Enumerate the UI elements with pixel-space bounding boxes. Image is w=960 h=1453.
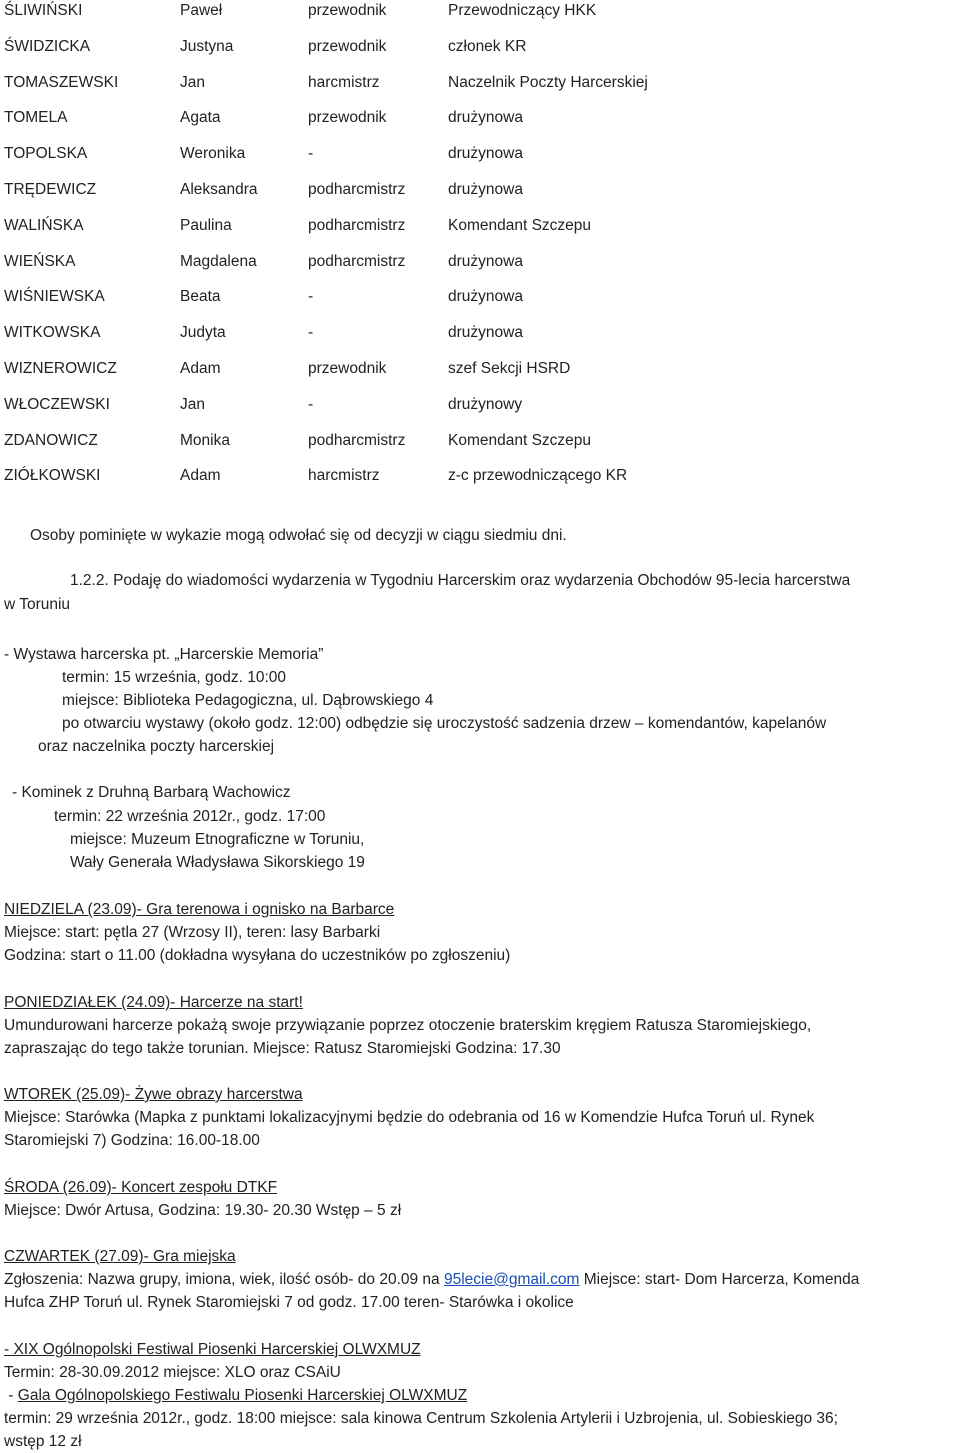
czwartek-line2: Hufca ZHP Toruń ul. Rynek Staromiejski 7 od godz. 17.00 teren- Starówka i okolice <box>4 1294 574 1311</box>
appeal-note: Osoby pominięte w wykazie mogą odwołać się od decyzji w ciągu siedmiu dni. <box>30 527 567 544</box>
roster-rank: przewodnik <box>308 37 387 55</box>
roster-function: Przewodniczący HKK <box>448 2 597 19</box>
sroda-line1: Miejsce: Dwór Artusa, Godzina: 19.30- 20.30 Wstęp – 5 zł <box>4 1202 402 1219</box>
roster-row <box>4 36 954 60</box>
roster-function: drużynowa <box>448 109 523 127</box>
niedziela-heading: NIEDZIELA (23.09)- Gra terenowa i ognisko na Barbarce <box>4 901 395 918</box>
wystawa-ceremony: po otwarciu wystawy (około godz. 12:00) odbędzie się uroczystość sadzenia drzew – komendantów, kapelanów <box>62 715 827 732</box>
roster-row <box>4 72 954 96</box>
roster-function: drużynowa <box>448 324 523 342</box>
roster-first-name: Monika <box>180 431 230 449</box>
roster-function: członek KR <box>448 37 527 55</box>
roster-rank: - <box>308 288 314 306</box>
roster-row <box>4 107 954 131</box>
roster-function: Naczelnik Poczty Harcerskiej <box>448 73 648 91</box>
roster-surname: WIZNEROWICZ <box>4 360 117 377</box>
roster-surname: TOPOLSKA <box>4 145 88 163</box>
roster-function: drużynowa <box>448 181 523 198</box>
czwartek-line1 <box>4 1269 859 1291</box>
roster-surname: TRĘDEWICZ <box>4 181 97 198</box>
roster-function: drużynowa <box>448 252 523 270</box>
roster-first-name: Agata <box>180 109 221 127</box>
roster-surname: WIEŃSKA <box>4 252 76 270</box>
roster-first-name: Jan <box>180 395 205 413</box>
wystawa-miejsce: miejsce: Biblioteka Pedagogiczna, ul. Dąbrowskiego 4 <box>62 692 434 709</box>
roster-surname: WŁOCZEWSKI <box>4 395 110 413</box>
event-kominek: - Kominek z Druhną Barbarą Wachowicz <box>12 784 291 801</box>
roster-rank: harcmistrz <box>308 467 380 485</box>
roster-surname: ŚWIDZICKA <box>4 37 91 55</box>
roster-row <box>4 465 954 489</box>
event-wystawa: - Wystawa harcerska pt. „Harcerskie Memoria” <box>4 646 324 663</box>
roster-first-name: Magdalena <box>180 252 257 270</box>
roster-rank: przewodnik <box>308 2 387 19</box>
roster-row <box>4 322 954 346</box>
roster-function: drużynowa <box>448 288 523 306</box>
kominek-termin: termin: 22 września 2012r., godz. 17:00 <box>54 808 326 825</box>
roster-row <box>4 358 954 382</box>
roster-first-name: Beata <box>180 288 221 306</box>
roster-rank: podharcmistrz <box>308 431 406 449</box>
festiwal-line1: Termin: 28-30.09.2012 miejsce: XLO oraz CSAiU <box>4 1364 341 1381</box>
roster-first-name: Aleksandra <box>180 181 258 198</box>
czwartek-heading: CZWARTEK (27.09)- Gra miejska <box>4 1248 236 1265</box>
roster-surname: ŚLIWIŃSKI <box>4 2 83 19</box>
wtorek-line2: Staromiejski 7) Godzina: 16.00-18.00 <box>4 1132 260 1149</box>
gala-title: Gala Ogólnopolskiego Festiwalu Piosenki Harcerskiej OLWXMUZ <box>17 1387 468 1404</box>
roster-first-name: Adam <box>180 360 221 377</box>
roster-first-name: Justyna <box>180 37 234 55</box>
roster-surname: TOMELA <box>4 109 68 127</box>
niedziela-miejsce: Miejsce: start: pętla 27 (Wrzosy II), teren: lasy Barbarki <box>4 924 381 941</box>
roster-surname: WITKOWSKA <box>4 324 101 342</box>
roster-rank: przewodnik <box>308 109 387 127</box>
roster-function: z-c przewodniczącego KR <box>448 467 628 485</box>
roster-function: drużynowy <box>448 395 523 413</box>
roster-rank: podharcmistrz <box>308 216 406 234</box>
roster-surname: WALIŃSKA <box>4 216 84 234</box>
festiwal-heading: - XIX Ogólnopolski Festiwal Piosenki Harcerskiej OLWXMUZ <box>4 1341 421 1358</box>
poniedzialek-heading: PONIEDZIAŁEK (24.09)- Harcerze na start! <box>4 994 303 1011</box>
roster-first-name: Adam <box>180 467 221 485</box>
roster-row <box>4 143 954 167</box>
wystawa-termin: termin: 15 września, godz. 10:00 <box>62 669 287 686</box>
gala-line1: termin: 29 września 2012r., godz. 18:00 miejsce: sala kinowa Centrum Szkolenia Artylerii i Uzbrojenia, ul. Sobieskiego 36; <box>4 1410 838 1427</box>
roster-row <box>4 0 954 24</box>
wystawa-ceremony-cont: oraz naczelnika poczty harcerskiej <box>38 738 275 755</box>
roster-rank: przewodnik <box>308 360 387 377</box>
roster-rank: podharcmistrz <box>308 181 406 198</box>
poniedzialek-line2: zapraszając do tego także torunian. Miejsce: Ratusz Staromiejski Godzina: 17.30 <box>4 1040 561 1057</box>
czwartek-text-b: Miejsce: start- Dom Harcerza, Komenda <box>579 1271 860 1288</box>
roster-row <box>4 251 954 275</box>
kominek-miejsce: miejsce: Muzeum Etnograficzne w Toruniu, <box>70 831 365 848</box>
roster-row <box>4 179 954 203</box>
roster-row <box>4 394 954 418</box>
roster-first-name: Weronika <box>180 145 246 163</box>
roster-surname: WIŚNIEWSKA <box>4 288 105 306</box>
sroda-heading: ŚRODA (26.09)- Koncert zespołu DTKF <box>4 1179 278 1196</box>
roster-rank: harcmistrz <box>308 73 380 91</box>
roster-rank: podharcmistrz <box>308 252 406 270</box>
roster-first-name: Paweł <box>180 2 223 19</box>
roster-rank: - <box>308 324 314 342</box>
roster-rank: - <box>308 145 314 163</box>
gala-line2: wstęp 12 zł <box>4 1433 82 1450</box>
roster-first-name: Judyta <box>180 324 226 342</box>
niedziela-godzina: Godzina: start o 11.00 (dokładna wysyłana do uczestników po zgłoszeniu) <box>4 947 511 964</box>
czwartek-text-a: Zgłoszenia: Nazwa grupy, imiona, wiek, ilość osób- do 20.09 na <box>4 1271 444 1288</box>
roster-row <box>4 215 954 239</box>
section-1-2-2: 1.2.2. Podaję do wiadomości wydarzenia w Tygodniu Harcerskim oraz wydarzenia Obchodów 95-lecia harcerstwa <box>70 572 851 589</box>
roster-function: Komendant Szczepu <box>448 216 592 234</box>
email-link[interactable]: 95lecie@gmail.com <box>443 1271 580 1288</box>
wtorek-line1: Miejsce: Starówka (Mapka z punktami lokalizacyjnymi będzie do odebrania od 16 w Komendzie Hufca Toruń ul. Rynek <box>4 1109 815 1126</box>
poniedzialek-line1: Umundurowani harcerze pokażą swoje przywiązanie poprzez otoczenie braterskim kręgiem Ratusza Staromiejskiego, <box>4 1017 812 1034</box>
roster-rank: - <box>308 395 314 413</box>
roster-function: drużynowa <box>448 145 523 163</box>
roster-surname: TOMASZEWSKI <box>4 73 119 91</box>
roster-function: Komendant Szczepu <box>448 431 592 449</box>
wtorek-heading: WTOREK (25.09)- Żywe obrazy harcerstwa <box>4 1086 303 1103</box>
roster-row <box>4 430 954 454</box>
roster-first-name: Jan <box>180 73 205 91</box>
gala-dash: - <box>4 1387 18 1404</box>
roster-function: szef Sekcji HSRD <box>448 360 571 377</box>
roster-surname: ZDANOWICZ <box>4 431 98 449</box>
section-1-2-2-cont: w Toruniu <box>4 596 71 613</box>
gala-heading <box>4 1385 467 1407</box>
roster-first-name: Paulina <box>180 216 232 234</box>
kominek-adres: Wały Generała Władysława Sikorskiego 19 <box>70 854 365 871</box>
roster-surname: ZIÓŁKOWSKI <box>4 467 101 485</box>
roster-row <box>4 286 954 310</box>
